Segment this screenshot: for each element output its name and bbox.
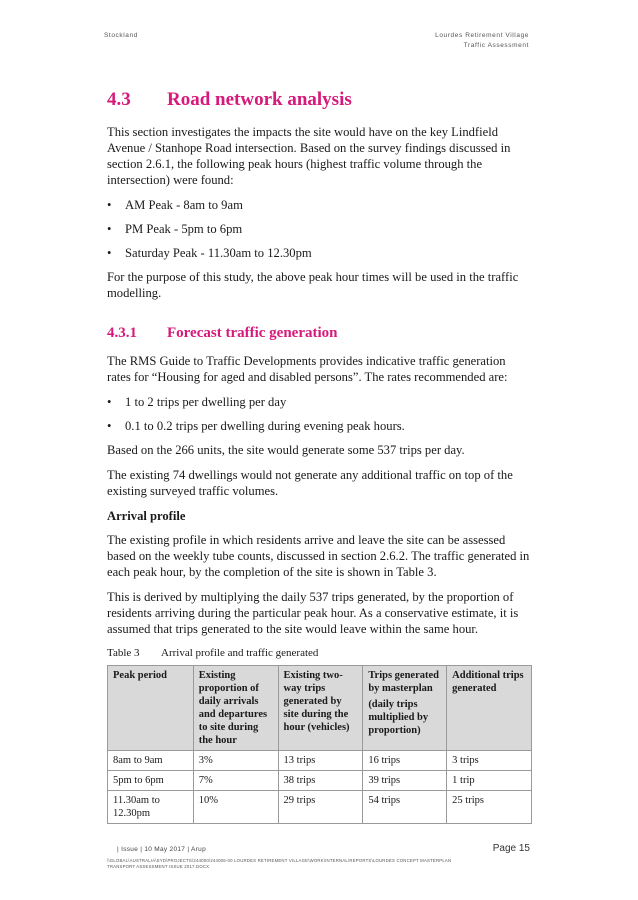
page-number: Page 15 [492, 843, 530, 854]
peak-item-saturday: • Saturday Peak - 11.30am to 12.30pm [107, 245, 532, 261]
section-after: For the purpose of this study, the above peak hour times will be used in the traffic modelling. [107, 270, 519, 300]
header-project-subtitle: Traffic Assessment [463, 42, 529, 49]
cell-period: 5pm to 6pm [108, 771, 194, 791]
section-title: Road network analysis [167, 89, 352, 110]
table-caption [107, 646, 532, 660]
arrival-profile-heading: Arrival profile [107, 509, 186, 523]
col-peak-period: Peak period [108, 666, 194, 751]
table-caption-title: Arrival profile and traffic generated [161, 647, 319, 659]
table-caption-number: Table 3 [107, 647, 140, 659]
section-intro: This section investigates the impacts the site would have on the key Lindfield Avenue / Stanhope Road intersection. Based on the survey findings discussed in section 2.6.1, the following peak hours (highest traffic volume through the intersection) were found: [107, 125, 511, 187]
cell-period: 11.30am to 12.30pm [108, 791, 194, 824]
subsection-title: Forecast traffic generation [167, 325, 338, 341]
peak-list [107, 197, 532, 261]
arrival-profile-table [107, 665, 532, 824]
rate-item-daily: • 1 to 2 trips per dwelling per day [107, 394, 532, 410]
col-existing-proportion: Existing proportion of daily arrivals and departures to site during the hour [193, 666, 278, 751]
units-paragraph: Based on the 266 units, the site would generate some 537 trips per day. [107, 443, 465, 457]
cell-generated: 39 trips [363, 771, 447, 791]
header-project-title: Lourdes Retirement Village [435, 32, 529, 39]
table-row [108, 791, 532, 824]
cell-additional: 25 trips [447, 791, 532, 824]
profile-paragraph: The existing profile in which residents arrive and leave the site can be assessed based on the weekly tube counts, discussed in section 2.6.2. The traffic generated in each peak hour, by the completion of the site is shown in Table 3. [107, 533, 530, 579]
subsection-heading [107, 323, 532, 343]
section-number: 4.3 [107, 89, 131, 110]
cell-generated: 54 trips [363, 791, 447, 824]
table-row [108, 771, 532, 791]
rate-item-peak: • 0.1 to 0.2 trips per dwelling during evening peak hours. [107, 418, 532, 434]
col-trips-generated [363, 666, 447, 751]
cell-generated: 16 trips [363, 751, 447, 771]
peak-item-pm: • PM Peak - 5pm to 6pm [107, 221, 532, 237]
peak-item-am: • AM Peak - 8am to 9am [107, 197, 532, 213]
document-body [107, 88, 532, 824]
table-row [108, 751, 532, 771]
col-trips-generated-note: (daily trips multiplied by proportion) [368, 699, 429, 736]
cell-proportion: 3% [193, 751, 278, 771]
cell-additional: 1 trip [447, 771, 532, 791]
table-header-row [108, 666, 532, 751]
cell-existing: 13 trips [278, 751, 363, 771]
cell-proportion: 7% [193, 771, 278, 791]
cell-existing: 38 trips [278, 771, 363, 791]
subsection-number: 4.3.1 [107, 325, 137, 341]
footer-file-path: \\GLOBAL\AUSTRALIA\SYD\PROJECTS\244000\244006-00 LOURDES RETIREMENT VILLAGE\WORK\INTERNAL\REPORTS\LOURDES CONCEPT MASTERPLAN TRANSPORT ASSESSMENT ISSUE 2017.DOCX [107, 858, 452, 869]
col-trips-generated-title: Trips generated by masterplan [368, 670, 439, 694]
header-project [435, 31, 529, 51]
section-heading [107, 88, 532, 112]
cell-additional: 3 trips [447, 751, 532, 771]
existing-dwellings-paragraph: The existing 74 dwellings would not generate any additional traffic on top of the existing surveyed traffic volumes. [107, 468, 513, 498]
footer-issue: | Issue | 10 May 2017 | Arup [117, 846, 206, 853]
col-existing-trips: Existing two-way trips generated by site during the hour (vehicles) [278, 666, 363, 751]
rms-paragraph: The RMS Guide to Traffic Developments provides indicative traffic generation rates for “Housing for aged and disabled persons”. The rates recommended are: [107, 354, 508, 384]
col-additional-trips: Additional trips generated [447, 666, 532, 751]
header-company: Stockland [104, 32, 138, 39]
rates-list [107, 394, 532, 434]
cell-period: 8am to 9am [108, 751, 194, 771]
derivation-paragraph: This is derived by multiplying the daily 537 trips generated, by the proportion of residents arriving during the particular peak hour. As a conservative estimate, it is assumed that trips generated to the site would leave within the same hour. [107, 590, 519, 636]
cell-existing: 29 trips [278, 791, 363, 824]
cell-proportion: 10% [193, 791, 278, 824]
